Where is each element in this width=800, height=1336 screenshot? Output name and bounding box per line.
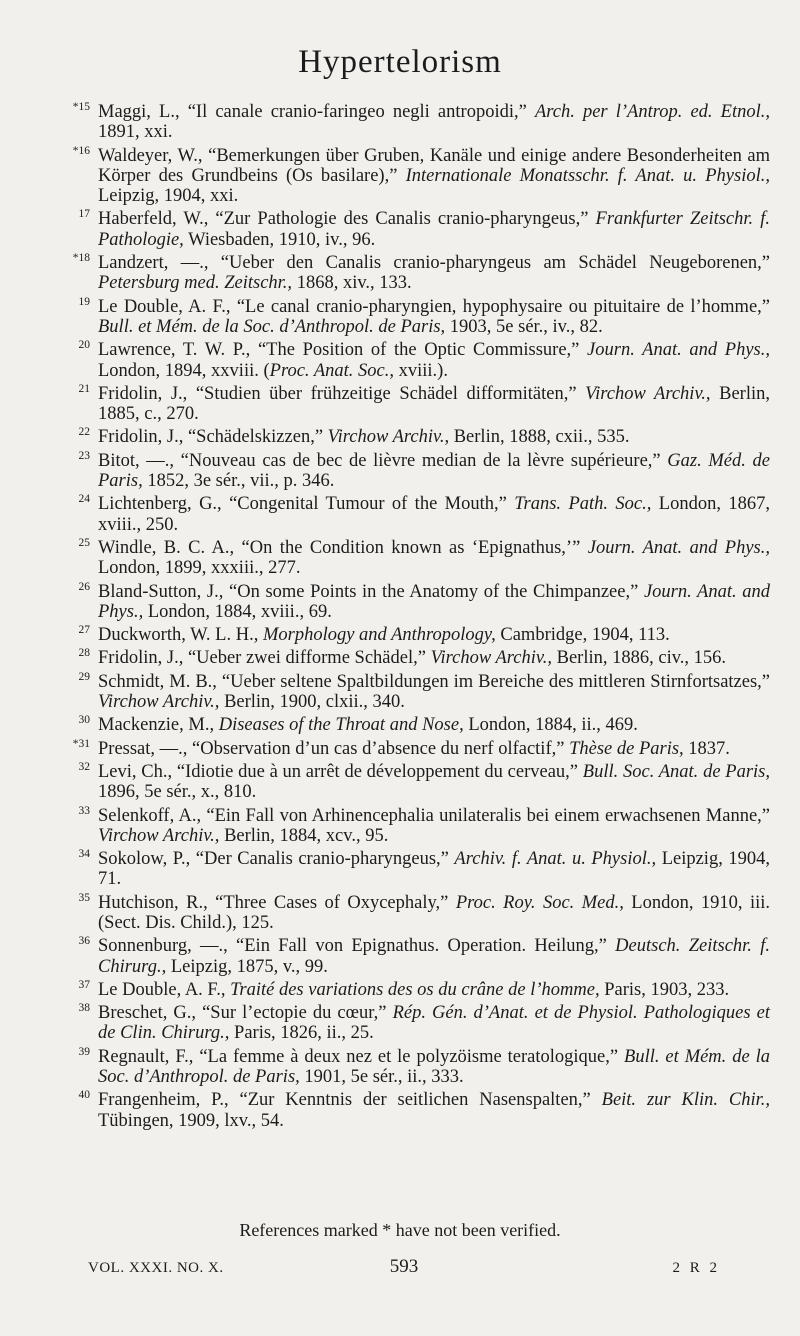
- journal-title: Virchow Archiv.,: [585, 383, 711, 404]
- reference-text: [98, 648, 770, 668]
- reference-text: [98, 297, 770, 338]
- reference-text: [98, 762, 770, 803]
- journal-title: Virchow Archiv.,: [98, 825, 220, 846]
- reference-number: 28: [78, 647, 90, 660]
- reference-item: [58, 980, 770, 1000]
- reference-segment: Landzert, —., “Ueber den Canalis cranio-pharyngeus am Schädel Neugeborenen,”: [98, 253, 770, 274]
- reference-segment: Hutchison, R., “Three Cases of Oxycephaly,”: [98, 892, 456, 913]
- reference-item: [58, 102, 770, 143]
- journal-title: Virchow Archiv.,: [327, 427, 450, 448]
- reference-number: *18: [72, 252, 90, 265]
- reference-number: 23: [78, 449, 90, 462]
- journal-title: Diseases of the Throat and Nose,: [218, 715, 464, 736]
- reference-text: [98, 494, 770, 535]
- journal-title: Proc. Roy. Soc. Med.,: [455, 892, 624, 913]
- reference-segment: Levi, Ch., “Idiotie due à un arrêt de développement du cerveau,”: [98, 761, 583, 782]
- reference-item: [58, 715, 770, 735]
- reference-item: [58, 209, 770, 250]
- reference-text: [98, 849, 770, 890]
- reference-segment: London, 1867, xviii., 250.: [98, 494, 770, 535]
- reference-segment: Fridolin, J., “Studien über frühzeitige Schädel difformitäten,”: [98, 383, 586, 404]
- reference-number: 40: [78, 1089, 90, 1102]
- reference-item: [58, 340, 770, 381]
- reference-segment: Berlin, 1886, civ., 156.: [552, 648, 727, 669]
- reference-segment: Haberfeld, W., “Zur Pathologie des Canalis cranio-pharyngeus,”: [98, 209, 596, 230]
- reference-text: [98, 209, 770, 250]
- reference-number: 20: [78, 339, 90, 352]
- reference-item: [58, 146, 770, 207]
- reference-segment: 1852, 3e sér., vii., p. 346.: [142, 471, 335, 492]
- reference-segment: Fridolin, J., “Schädelskizzen,”: [98, 427, 328, 448]
- reference-item: [58, 253, 770, 294]
- journal-title: Trans. Path. Soc.,: [514, 494, 652, 515]
- reference-text: [98, 980, 770, 1000]
- reference-number: 37: [78, 978, 90, 991]
- page-title: Hypertelorism: [298, 44, 502, 80]
- signature-mark: 2 R 2: [672, 1260, 720, 1276]
- reference-segment: Berlin, 1885, c., 270.: [98, 383, 770, 425]
- reference-segment: Berlin, 1888, cxii., 535.: [449, 427, 630, 448]
- journal-title: Journ. Anat. and Phys.,: [587, 537, 770, 558]
- reference-number: 19: [78, 295, 90, 308]
- reference-segment: Selenkoff, A., “Ein Fall von Arhinencephalia unilateralis bei einem erwachsenen Manne,”: [98, 805, 770, 826]
- reference-number: 17: [78, 208, 90, 221]
- reference-number: *31: [72, 737, 90, 750]
- reference-segment: London, 1910, iii. (Sect. Dis. Child.), 125.: [98, 892, 770, 933]
- reference-text: [98, 1047, 770, 1088]
- page-number: 593: [389, 1256, 419, 1277]
- verification-footnote: References marked * have not been verified.: [239, 1220, 561, 1240]
- reference-segment: Mackenzie, M.,: [98, 715, 219, 736]
- reference-list: [58, 102, 770, 1134]
- reference-segment: Lichtenberg, G., “Congenital Tumour of the Mouth,”: [98, 494, 515, 515]
- reference-segment: Waldeyer, W., “Bemerkungen über Gruben, Kanäle und einige andere Besonderheiten am Körper des Grundbeins (Os basilare),”: [98, 145, 770, 186]
- journal-title: Internationale Monatsschr. f. Anat. u. Physiol.,: [405, 165, 770, 186]
- reference-number: 38: [78, 1002, 90, 1015]
- reference-item: [58, 648, 770, 668]
- reference-number: 21: [78, 382, 90, 395]
- reference-segment: Sonnenburg, —., “Ein Fall von Epignathus. Operation. Heilung,”: [98, 936, 616, 957]
- reference-segment: Schmidt, M. B., “Ueber seltene Spaltbildungen im Bereiche des mittleren Stirnfortsatzes,”: [98, 671, 770, 692]
- journal-title: Journ. Anat. and Phys.,: [98, 581, 770, 622]
- journal-title: Arch. per l’Antrop. ed. Etnol.,: [534, 102, 771, 122]
- reference-item: [58, 538, 770, 579]
- reference-segment: 1891, xxi.: [98, 122, 173, 143]
- reference-segment: Tübingen, 1909, lxv., 54.: [98, 1110, 284, 1131]
- reference-text: [98, 739, 770, 759]
- reference-segment: 1903, 5e sér., iv., 82.: [445, 316, 603, 337]
- reference-number: 22: [78, 426, 90, 439]
- reference-segment: London, 1884, xviii., 69.: [143, 601, 332, 622]
- reference-item: [58, 297, 770, 338]
- reference-segment: 1837.: [683, 738, 730, 759]
- reference-number: 24: [78, 493, 90, 506]
- journal-title: Proc. Anat. Soc.,: [269, 360, 394, 381]
- reference-segment: London, 1884, ii., 469.: [463, 715, 638, 736]
- reference-number: 32: [78, 760, 90, 773]
- reference-text: [98, 146, 770, 207]
- reference-text: [98, 1003, 770, 1044]
- reference-text: [98, 102, 770, 143]
- reference-item: [58, 739, 770, 759]
- reference-text: [98, 582, 770, 623]
- reference-segment: Sokolow, P., “Der Canalis cranio-pharyngeus,”: [98, 849, 455, 870]
- reference-segment: London, 1899, xxxiii., 277.: [98, 558, 301, 579]
- reference-number: *16: [72, 144, 90, 157]
- reference-item: [58, 582, 770, 623]
- reference-number: 29: [78, 670, 90, 683]
- reference-segment: Leipzig, 1904, 71.: [98, 849, 771, 890]
- reference-segment: Fridolin, J., “Ueber zwei difforme Schädel,”: [98, 648, 431, 669]
- reference-item: [58, 936, 770, 977]
- reference-text: [98, 451, 770, 492]
- reference-number: 30: [78, 714, 90, 727]
- journal-title: Morphology and Anthropology,: [262, 625, 496, 646]
- reference-text: [98, 427, 770, 447]
- reference-item: [58, 849, 770, 890]
- reference-segment: Bitot, —., “Nouveau cas de bec de lièvre median de la lèvre supérieure,”: [98, 450, 668, 471]
- reference-segment: Lawrence, T. W. P., “The Position of the Optic Commissure,”: [98, 340, 588, 361]
- journal-title: Archiv. f. Anat. u. Physiol.,: [454, 849, 657, 870]
- reference-segment: 1896, 5e sér., x., 810.: [98, 782, 257, 803]
- reference-number: 36: [78, 935, 90, 948]
- reference-number: 35: [78, 891, 90, 904]
- reference-number: 25: [78, 536, 90, 549]
- journal-title: Virchow Archiv.,: [430, 648, 552, 669]
- reference-segment: Berlin, 1900, clxii., 340.: [219, 692, 405, 713]
- reference-item: [58, 427, 770, 447]
- reference-number: 26: [78, 580, 90, 593]
- journal-title: Deutsch. Zeitschr. f. Chirurg.,: [98, 936, 770, 977]
- reference-segment: Maggi, L., “Il canale cranio-faringeo negli antropoidi,”: [98, 102, 535, 122]
- reference-item: [58, 1047, 770, 1088]
- reference-segment: Le Double, A. F., “Le canal cranio-pharyngien, hypophysaire ou pituitaire de l’homme,”: [98, 296, 770, 317]
- reference-segment: London, 1894, xxviii. (: [98, 360, 270, 381]
- reference-segment: Cambridge, 1904, 113.: [495, 625, 670, 646]
- journal-title: Rép. Gén. d’Anat. et de Physiol. Pathologiques et de Clin. Chirurg.,: [98, 1003, 770, 1044]
- reference-item: [58, 893, 770, 934]
- reference-segment: xviii.).: [393, 360, 448, 381]
- volume-label: VOL. XXXI. NO. X.: [88, 1260, 224, 1276]
- reference-item: [58, 806, 770, 847]
- reference-segment: Regnault, F., “La femme à deux nez et le polyzöisme teratologique,”: [98, 1046, 625, 1067]
- reference-text: [98, 340, 770, 381]
- journal-title: Beit. zur Klin. Chir.,: [601, 1090, 770, 1111]
- journal-title: Bull. et Mém. de la Soc. d’Anthropol. de Paris,: [98, 316, 446, 337]
- reference-segment: Duckworth, W. L. H.,: [98, 625, 263, 646]
- reference-number: 33: [78, 804, 90, 817]
- journal-title: Virchow Archiv.,: [98, 692, 220, 713]
- reference-segment: Paris, 1903, 233.: [599, 979, 730, 1000]
- reference-text: [98, 806, 770, 847]
- reference-segment: Windle, B. C. A., “On the Condition known as ‘Epignathus,’”: [98, 537, 588, 558]
- reference-item: [58, 1090, 770, 1131]
- reference-segment: Breschet, G., “Sur l’ectopie du cœur,”: [98, 1003, 393, 1024]
- journal-title: Frankfurter Zeitschr. f. Pathologie,: [98, 209, 770, 250]
- reference-item: [58, 494, 770, 535]
- journal-title: Thèse de Paris,: [569, 738, 684, 759]
- reference-number: 27: [78, 624, 90, 637]
- reference-segment: Paris, 1826, ii., 25.: [229, 1023, 374, 1044]
- reference-text: [98, 253, 770, 294]
- reference-segment: Leipzig, 1904, xxi.: [98, 186, 239, 207]
- journal-title: Bull. Soc. Anat. de Paris,: [582, 761, 770, 782]
- reference-segment: 1868, xiv., 133.: [292, 273, 412, 294]
- reference-item: [58, 762, 770, 803]
- reference-item: [58, 1003, 770, 1044]
- reference-segment: Bland-Sutton, J., “On some Points in the Anatomy of the Chimpanzee,”: [98, 581, 644, 602]
- reference-segment: Berlin, 1884, xcv., 95.: [219, 825, 389, 846]
- reference-item: [58, 672, 770, 713]
- reference-text: [98, 384, 770, 425]
- reference-segment: 1901, 5e sér., ii., 333.: [299, 1067, 464, 1088]
- reference-item: [58, 384, 770, 425]
- reference-number: *15: [72, 101, 90, 113]
- reference-segment: Le Double, A. F.,: [98, 979, 231, 1000]
- reference-segment: Pressat, —., “Observation d’un cas d’absence du nerf olfactif,”: [98, 738, 570, 759]
- reference-text: [98, 1090, 770, 1131]
- journal-title: Bull. et Mém. de la Soc. d’Anthropol. de Paris,: [98, 1046, 770, 1088]
- reference-segment: Wiesbaden, 1910, iv., 96.: [183, 229, 376, 250]
- reference-segment: Frangenheim, P., “Zur Kenntnis der seitlichen Nasenspalten,”: [98, 1090, 602, 1111]
- reference-number: 39: [78, 1045, 90, 1058]
- reference-text: [98, 538, 770, 579]
- reference-text: [98, 936, 770, 977]
- reference-number: 34: [78, 848, 90, 861]
- journal-title: Journ. Anat. and Phys.,: [587, 340, 770, 361]
- reference-segment: Leipzig, 1875, v., 99.: [166, 956, 328, 977]
- reference-text: [98, 672, 770, 713]
- journal-title: Traité des variations des os du crâne de l’homme,: [230, 979, 600, 1000]
- journal-title: Gaz. Méd. de Paris,: [98, 450, 770, 492]
- reference-text: [98, 625, 770, 645]
- reference-text: [98, 715, 770, 735]
- reference-item: [58, 625, 770, 645]
- reference-text: [98, 893, 770, 934]
- journal-title: Petersburg med. Zeitschr.,: [98, 273, 293, 294]
- reference-item: [58, 451, 770, 492]
